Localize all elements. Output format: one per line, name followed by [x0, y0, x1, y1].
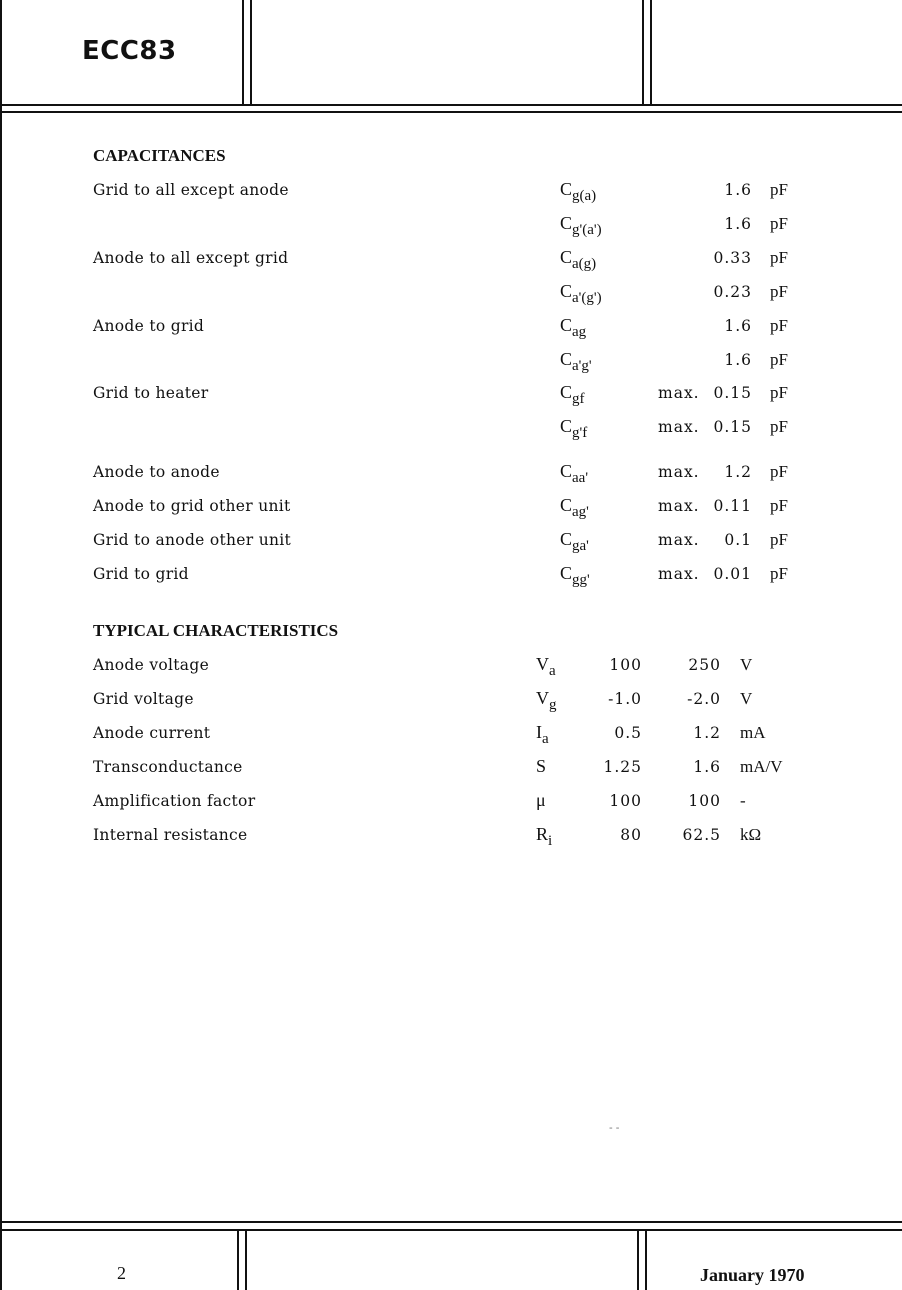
- footer-divider-2a: [637, 1230, 639, 1290]
- footer-date: January 1970: [700, 1265, 805, 1285]
- typ-unit: V: [740, 689, 753, 708]
- cap-unit: pF: [770, 350, 788, 369]
- typ-value-2: 250: [688, 656, 721, 674]
- cap-qualifier: max.: [658, 384, 700, 402]
- cap-unit: pF: [770, 530, 788, 549]
- cap-symbol: $C_{g(a)}$: [560, 179, 597, 204]
- cap-symbol-subscript: aa': [572, 470, 589, 486]
- cap-value: 1.6: [724, 181, 752, 199]
- cap-unit: pF: [770, 248, 788, 267]
- cap-value: 1.6: [724, 351, 752, 369]
- left-border: [0, 0, 2, 1290]
- footer-divider-2b: [645, 1230, 647, 1290]
- cap-label: Grid to all except anode: [93, 181, 289, 199]
- typ-symbol: S: [536, 756, 547, 776]
- cap-symbol: $C_{gf}$: [560, 382, 585, 407]
- cap-symbol: $C_{aa'}$: [560, 461, 589, 486]
- typ-value-1: -1.0: [608, 690, 642, 708]
- cap-symbol: $C_{a'(g')}$: [560, 281, 602, 306]
- typ-symbol-subscript: g: [549, 697, 557, 713]
- cap-value: 0.33: [713, 249, 752, 267]
- cap-symbol-subscript: g'(a'): [572, 222, 602, 238]
- cap-value: 0.1: [724, 531, 752, 549]
- cap-symbol-subscript: ga': [572, 538, 589, 554]
- typ-unit: kΩ: [740, 825, 762, 844]
- typ-symbol: $I_a$: [536, 722, 549, 747]
- typ-symbol: μ: [536, 790, 546, 810]
- cap-symbol-subscript: g(a): [572, 188, 597, 204]
- typ-label: Anode current: [93, 724, 211, 742]
- cap-symbol: $C_{gg'}$: [560, 563, 590, 588]
- header-divider-1b: [250, 0, 252, 105]
- typ-symbol-subscript: a: [549, 663, 556, 679]
- cap-label: Anode to all except grid: [93, 249, 289, 267]
- cap-symbol-subscript: a'g': [572, 358, 592, 374]
- cap-symbol-subscript: gg': [572, 572, 590, 588]
- cap-label: Anode to grid other unit: [93, 497, 291, 515]
- cap-symbol-subscript: ag: [572, 324, 587, 340]
- header-divider-2b: [650, 0, 652, 105]
- header-divider-2a: [642, 0, 644, 105]
- header-rule-2: [0, 111, 902, 113]
- cap-value: 1.6: [724, 215, 752, 233]
- cap-value: 0.01: [713, 565, 752, 583]
- capacitances-title: CAPACITANCES: [93, 146, 226, 165]
- cap-symbol: $C_{ag'}$: [560, 495, 589, 520]
- typ-label: Internal resistance: [93, 826, 248, 844]
- cap-qualifier: max.: [658, 565, 700, 583]
- cap-qualifier: max.: [658, 463, 700, 481]
- cap-label: Grid to heater: [93, 384, 209, 402]
- typ-unit: -: [740, 791, 746, 810]
- cap-unit: pF: [770, 383, 788, 402]
- typ-label: Transconductance: [93, 758, 243, 776]
- cap-value: 0.11: [713, 497, 752, 515]
- cap-symbol-subscript: ag': [572, 504, 589, 520]
- cap-value: 0.15: [713, 418, 752, 436]
- typ-value-2: 1.6: [693, 758, 721, 776]
- typ-unit: V: [740, 655, 753, 674]
- typ-value-2: 1.2: [693, 724, 721, 742]
- cap-symbol-subscript: g'f: [572, 425, 588, 441]
- type-number: ECC83: [82, 36, 177, 66]
- cap-symbol-subscript: gf: [572, 391, 585, 407]
- typ-label: Grid voltage: [93, 690, 194, 708]
- typ-symbol-subscript: i: [548, 833, 553, 849]
- cap-qualifier: max.: [658, 497, 700, 515]
- footer-divider-1a: [237, 1230, 239, 1290]
- typ-label: Amplification factor: [93, 792, 256, 810]
- page-number: 2: [117, 1263, 126, 1283]
- typ-value-1: 100: [609, 656, 642, 674]
- cap-label: Anode to anode: [93, 463, 220, 481]
- typ-value-1: 100: [609, 792, 642, 810]
- cap-symbol-subscript: a'(g'): [572, 290, 602, 306]
- cap-label: Grid to grid: [93, 565, 189, 583]
- footer-rule-1: [0, 1221, 902, 1223]
- cap-unit: pF: [770, 180, 788, 199]
- typ-value-1: 0.5: [614, 724, 642, 742]
- typical-characteristics-title: TYPICAL CHARACTERISTICS: [93, 621, 339, 640]
- typ-symbol: $V_a$: [536, 654, 556, 679]
- typ-value-1: 1.25: [603, 758, 642, 776]
- typ-unit: mA/V: [740, 757, 783, 776]
- typ-value-2: 100: [688, 792, 721, 810]
- footer-rule-2: [0, 1229, 902, 1231]
- cap-symbol-subscript: a(g): [572, 256, 597, 272]
- typ-value-2: 62.5: [682, 826, 721, 844]
- cap-unit: pF: [770, 316, 788, 335]
- header-divider-1a: [242, 0, 244, 105]
- cap-qualifier: max.: [658, 531, 700, 549]
- cap-symbol: $C_{a(g)}$: [560, 247, 597, 272]
- stray-dash-mark: - -: [609, 1122, 620, 1134]
- cap-label: Anode to grid: [93, 317, 205, 335]
- cap-unit: pF: [770, 282, 788, 301]
- cap-label: Grid to anode other unit: [93, 531, 292, 549]
- cap-qualifier: max.: [658, 418, 700, 436]
- cap-unit: pF: [770, 496, 788, 515]
- typ-label: Anode voltage: [93, 656, 210, 674]
- cap-unit: pF: [770, 214, 788, 233]
- typ-symbol-subscript: a: [542, 731, 549, 747]
- typ-value-1: 80: [620, 826, 642, 844]
- cap-unit: pF: [770, 564, 788, 583]
- cap-value: 1.2: [724, 463, 752, 481]
- footer-divider-1b: [245, 1230, 247, 1290]
- cap-symbol: $C_{g'f}$: [560, 416, 588, 441]
- cap-symbol: $C_{g'(a')}$: [560, 213, 602, 238]
- typ-symbol: $V_g$: [536, 688, 557, 713]
- header-rule-1: [0, 104, 902, 106]
- cap-value: 0.23: [713, 283, 752, 301]
- cap-symbol: $C_{a'g'}$: [560, 349, 592, 374]
- cap-symbol: $C_{ga'}$: [560, 529, 589, 554]
- cap-unit: pF: [770, 462, 788, 481]
- typ-value-2: -2.0: [687, 690, 721, 708]
- cap-value: 0.15: [713, 384, 752, 402]
- cap-value: 1.6: [724, 317, 752, 335]
- cap-unit: pF: [770, 417, 788, 436]
- typ-symbol: $R_i$: [536, 824, 553, 849]
- cap-symbol: $C_{ag}$: [560, 315, 587, 340]
- typ-unit: mA: [740, 723, 766, 742]
